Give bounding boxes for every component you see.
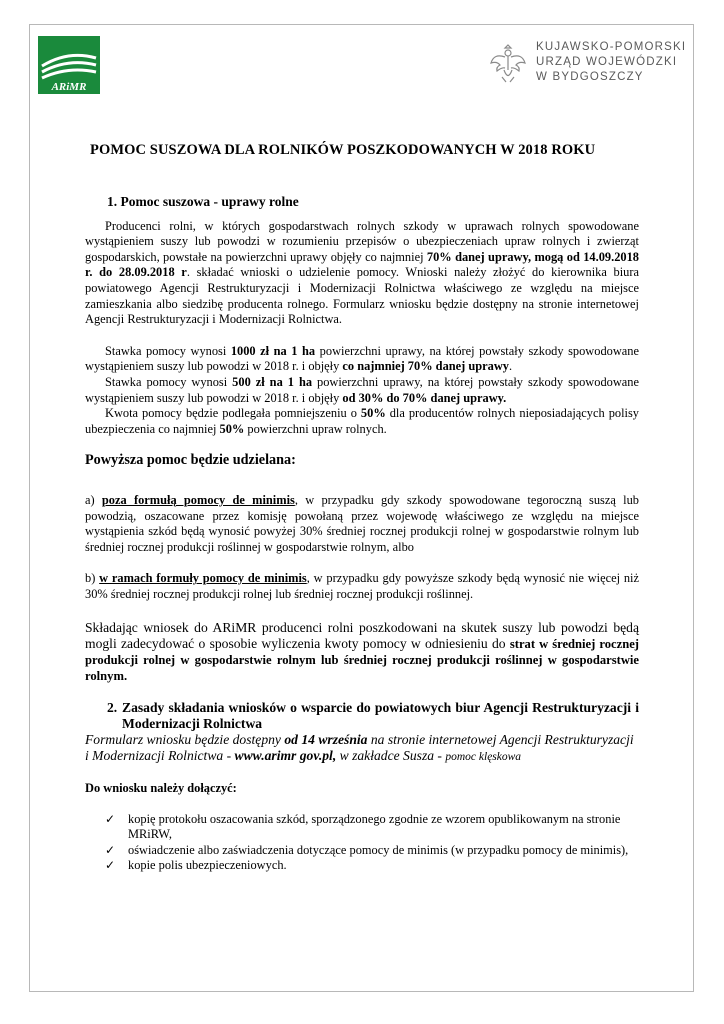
form-availability-paragraph <box>85 732 639 765</box>
options-block <box>85 493 639 684</box>
attachment-text: oświadczenie albo zaświadczenia dotyczące pomocy de minimis (w przypadku pomocy de minimis), <box>128 842 629 857</box>
text-span: na stronie internetowej Agencji Restrukturyzacji i Modernizacji Rolnictwa - <box>85 732 634 763</box>
bold-span: 50% <box>219 421 245 436</box>
text-span: Składając wniosek do ARiMR producenci rolni poszkodowani na skutek suszy lub powodzi będą mogli zadecydować o sposobie wyliczenia kwoty pomocy w odniesieniu do <box>85 619 639 651</box>
section-2-block <box>85 700 639 874</box>
text-span: powierzchni uprawy, na której powstały szkody spowodowane wystąpieniem suszy lub powodzi w 2018 r. i objęły <box>85 374 639 405</box>
bold-span: 500 zł na 1 ha <box>232 374 313 389</box>
bold-span: 70% danej uprawy, mogą od 14.09.2018 r. do 28.09.2018 r <box>85 249 639 280</box>
text-span: Formularz wniosku będzie dostępny <box>85 732 285 747</box>
check-icon: ✓ <box>105 811 116 826</box>
section-1-paragraph-1 <box>85 219 639 328</box>
section-1-paragraph-2 <box>85 344 639 375</box>
section-1-paragraph-3 <box>85 375 639 406</box>
text-span: pomoc klęskowa <box>445 751 522 763</box>
section-1-heading: 1. Pomoc suszowa - uprawy rolne <box>107 194 299 209</box>
bold-span: strat w średniej rocznej produkcji rolnej w gospodarstwie rolnym lub średniej rocznej produkcji roślinnej w gospodarstwie rolnym. <box>85 636 639 683</box>
text-span: Stawka pomocy wynosi <box>105 343 231 358</box>
list-item <box>105 858 639 874</box>
text-span: Producenci rolni, w których gospodarstwach rolnych szkody w uprawach rolnych spowodowane wystąpieniem suszy lub powodzi w rozumieniu przepisów o ubezpieczeniach upraw rolnych i zwierząt gospodarskich, powstałe na powierzchni uprawy objęły co najmniej <box>85 218 639 264</box>
logo-text: ARiMR <box>51 81 87 93</box>
attachment-text: kopie polis ubezpieczeniowych. <box>128 858 287 873</box>
section-2-heading-text: Zasady składania wniosków o wsparcie do powiatowych biur Agencji Restrukturyzacji i Modernizacji Rolnictwa <box>122 700 639 731</box>
check-icon: ✓ <box>105 858 116 873</box>
arimr-logo <box>38 36 100 94</box>
text-span: , w przypadku gdy szkody spowodowane tegoroczną suszą lub powodzią, oszacowane przez komisję powołaną przez wojewodę właściwego ze względu na miejsce wystąpienia szkód będą wynosić powyżej 30% średniej rocznej produkcji rolnej w gospodarstwie rolnym lub średniej rocznej produkcji roślinnej w gospodarstwie rolnym, albo <box>85 493 639 554</box>
office-line-2: URZĄD WOJEWÓDZKI <box>536 56 678 68</box>
office-name <box>536 40 686 85</box>
bold-span: 50% <box>360 406 386 421</box>
text-span: a) <box>85 493 102 507</box>
text-span: powierzchni upraw rolnych. <box>244 421 387 436</box>
bold-span: od 14 września <box>284 732 368 747</box>
section-2-number: 2. <box>107 700 118 715</box>
text-span: b) <box>85 571 100 586</box>
assistance-heading: Powyższa pomoc będzie udzielana: <box>85 452 296 469</box>
attachments-heading: Do wniosku należy dołączyć: <box>85 781 237 795</box>
text-span: w zakładce Susza - <box>336 748 446 763</box>
bold-span: od 30% do 70% danej uprawy. <box>342 390 507 405</box>
bold-span: co najmniej 70% danej uprawy <box>342 359 510 374</box>
bold-span: 1000 zł na 1 ha <box>230 343 316 358</box>
text-span: Kwota pomocy będzie podlegała pomniejszeniu o <box>105 406 361 421</box>
page-header <box>30 27 694 99</box>
choice-paragraph <box>85 620 639 684</box>
text-span: . <box>509 359 513 374</box>
section-2-heading <box>85 700 639 732</box>
text-span: , w przypadku gdy powyższe szkody będą wynosić nie więcej niż 30% średniej rocznej produkcji rolnej lub średniej rocznej produkcji roślinnej. <box>85 571 639 601</box>
text-span: powierzchni uprawy, na której powstały szkody spowodowane wystąpieniem suszy lub powodzi w 2018 r. i objęły <box>85 343 639 374</box>
eagle-emblem-icon <box>488 41 528 85</box>
section-1-paragraph-4 <box>85 406 639 437</box>
option-a-paragraph <box>85 493 639 555</box>
text-span: . składać wnioski o udzielenie pomocy. Wnioski należy złożyć do kierownika biura powiatowego Agencji Restrukturyzacji i Modernizacji Rolnictwa właściwego ze względu na miejsce zamieszkania albo siedzibę producenta rolnego. Formularz wniosku będzie dostępny na stronie internetowej Agencji Restrukturyzacji i Modernizacji Rolnictwa. <box>85 265 639 327</box>
list-item <box>105 812 639 843</box>
office-line-1: KUJAWSKO-POMORSKI <box>536 41 687 53</box>
check-icon: ✓ <box>105 842 116 857</box>
attachment-text: kopię protokołu oszacowania szkód, sporządzonego zgodnie ze wzorem opublikowanym na stronie MRiRW, <box>128 811 621 842</box>
website-link[interactable]: www.arimr gov.pl, <box>234 748 337 763</box>
attachments-list <box>85 812 639 874</box>
underlined-bold-span: poza formułą pomocy de minimis <box>101 493 295 507</box>
document-body <box>85 194 639 469</box>
document-title: POMOC SUSZOWA DLA ROLNIKÓW POSZKODOWANYCH W 2018 ROKU <box>90 142 596 158</box>
text-span: Stawka pomocy wynosi <box>105 374 233 389</box>
option-b-paragraph <box>85 571 639 602</box>
text-span: dla producentów rolnych nieposiadających polisy ubezpieczenia co najmniej <box>85 406 639 436</box>
office-line-3: W BYDGOSZCZY <box>536 71 644 83</box>
list-item <box>105 843 639 859</box>
underlined-bold-span: w ramach formuły pomocy de minimis <box>99 571 307 586</box>
